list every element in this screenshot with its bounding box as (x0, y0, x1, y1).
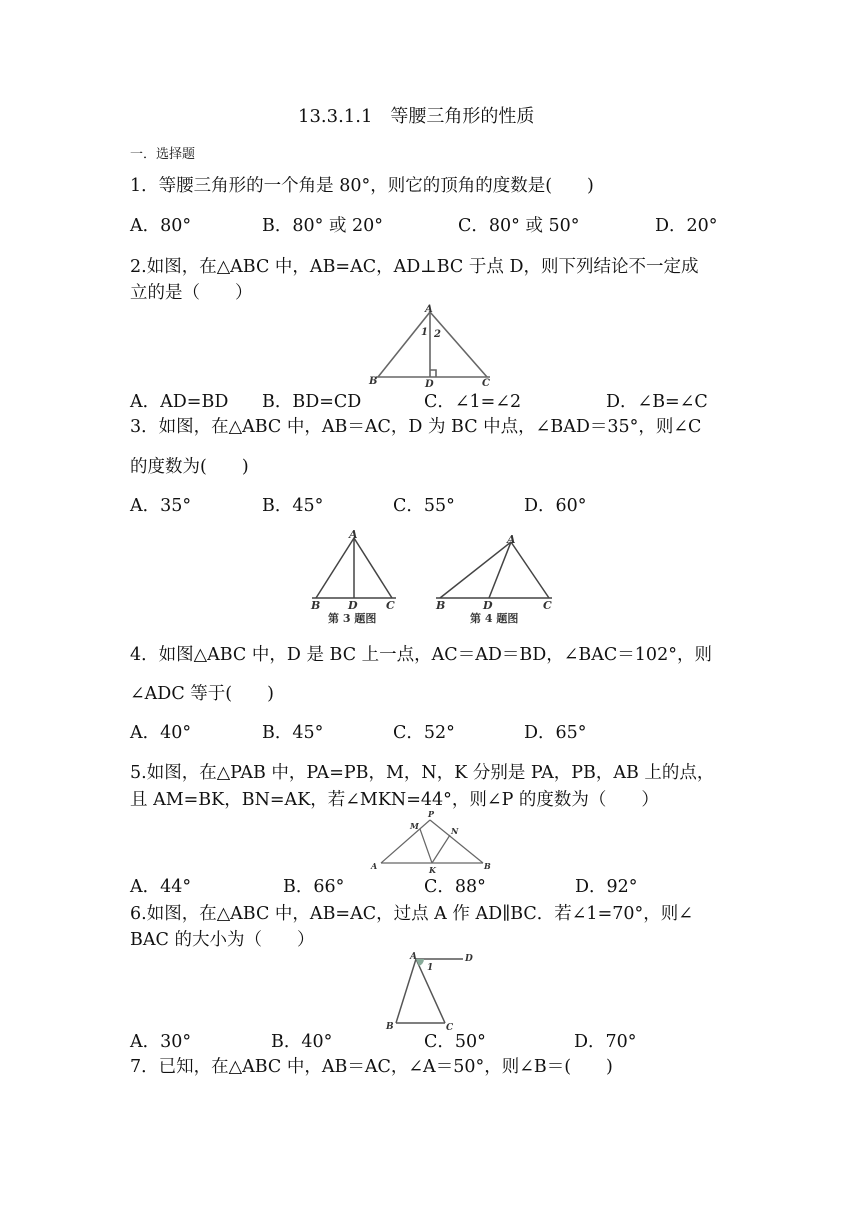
section-heading: 一．选择题 (130, 147, 196, 162)
figure-question-5 (366, 810, 496, 874)
fig5-label-m: M (410, 821, 419, 831)
q2-option-b: B．BD=CD (262, 392, 362, 412)
q6-option-b: B．40° (271, 1032, 333, 1052)
q5-option-b: B．66° (283, 877, 345, 897)
q6-option-a: A．30° (130, 1032, 192, 1052)
q4-option-c: C．52° (393, 723, 455, 743)
fig4-label-d: D (483, 599, 493, 612)
q6-option-c: C．50° (424, 1032, 486, 1052)
fig3-caption: 第 3 题图 (328, 612, 377, 625)
question-4-stem-line2: ∠ADC 等于( ) (130, 684, 274, 704)
question-2-stem-line2: 立的是（ ） (130, 283, 253, 303)
q4-option-a: A．40° (130, 723, 192, 743)
fig2-label-2: 2 (434, 329, 441, 340)
q2-option-d: D．∠B=∠C (606, 392, 708, 412)
q1-option-c: C．80° 或 50° (458, 216, 580, 236)
fig6-label-a: A (410, 952, 417, 962)
q1-option-d: D．20° (655, 216, 718, 236)
question-5-stem-line1: 5.如图，在△PAB 中，PA=PB，M，N，K 分别是 PA，PB，AB 上的点， (130, 763, 715, 783)
q6-option-d: D．70° (574, 1032, 637, 1052)
q4-option-b: B．45° (262, 723, 324, 743)
fig5-label-k: K (429, 865, 436, 875)
q1-option-a: A．80° (130, 216, 192, 236)
q4-option-d: D．65° (524, 723, 587, 743)
q5-option-a: A．44° (130, 877, 192, 897)
fig4-label-a: A (507, 533, 516, 546)
fig2-label-c: C (482, 378, 490, 389)
q2-option-a: A．AD=BD (130, 392, 229, 412)
figure-question-2 (368, 304, 498, 390)
fig4-label-b: B (436, 599, 446, 612)
question-2-stem-line1: 2.如图，在△ABC 中，AB=AC，AD⊥BC 于点 D，则下列结论不一定成 (130, 257, 699, 277)
fig3-label-d: D (348, 599, 358, 612)
question-7-stem: 7．已知，在△ABC 中，AB＝AC，∠A＝50°，则∠B＝( ) (130, 1057, 613, 1077)
figure-question-4 (432, 528, 562, 628)
fig2-label-b: B (369, 376, 378, 387)
question-3-stem-line1: 3．如图，在△ABC 中，AB＝AC，D 为 BC 中点，∠BAD＝35°，则∠C (130, 417, 702, 437)
fig2-label-1: 1 (421, 327, 428, 338)
q5-option-c: C．88° (424, 877, 486, 897)
q1-option-b: B．80° 或 20° (262, 216, 384, 236)
question-5-stem-line2: 且 AM=BK，BN=AK，若∠MKN=44°，则∠P 的度数为（ ） (130, 790, 659, 810)
question-1-stem: 1．等腰三角形的一个角是 80°，则它的顶角的度数是( ) (130, 176, 594, 196)
figure-question-3 (308, 528, 398, 628)
q3-option-c: C．55° (393, 496, 455, 516)
fig3-label-c: C (386, 599, 395, 612)
fig6-label-d: D (465, 954, 473, 964)
fig4-label-c: C (543, 599, 552, 612)
fig2-label-d: D (425, 379, 434, 390)
q2-option-c: C．∠1=∠2 (424, 392, 522, 412)
q5-option-d: D．92° (575, 877, 638, 897)
fig5-label-a: A (371, 861, 378, 871)
fig6-label-1: 1 (427, 963, 434, 973)
page-title: 13.3.1.1 等腰三角形的性质 (298, 106, 535, 127)
question-6-stem-line1: 6.如图，在△ABC 中，AB=AC，过点 A 作 AD∥BC．若∠1=70°，则∠ (130, 904, 693, 924)
fig4-caption: 第 4 题图 (470, 612, 519, 625)
fig6-label-b: B (386, 1022, 394, 1032)
q3-option-d: D．60° (524, 496, 587, 516)
question-3-stem-line2: 的度数为( ) (130, 457, 249, 477)
question-6-stem-line2: BAC 的大小为（ ） (130, 930, 315, 950)
figure-question-6 (383, 950, 483, 1034)
fig6-label-c: C (446, 1023, 454, 1033)
fig3-label-a: A (349, 528, 358, 541)
q3-option-a: A．35° (130, 496, 192, 516)
question-4-stem-line1: 4．如图△ABC 中，D 是 BC 上一点，AC＝AD＝BD，∠BAC＝102°，则 (130, 645, 712, 665)
fig3-label-b: B (311, 599, 321, 612)
fig5-label-p: P (428, 809, 435, 819)
fig5-label-n: N (451, 826, 459, 836)
q3-option-b: B．45° (262, 496, 324, 516)
fig2-label-a: A (425, 304, 433, 315)
fig5-label-b: B (484, 861, 491, 871)
